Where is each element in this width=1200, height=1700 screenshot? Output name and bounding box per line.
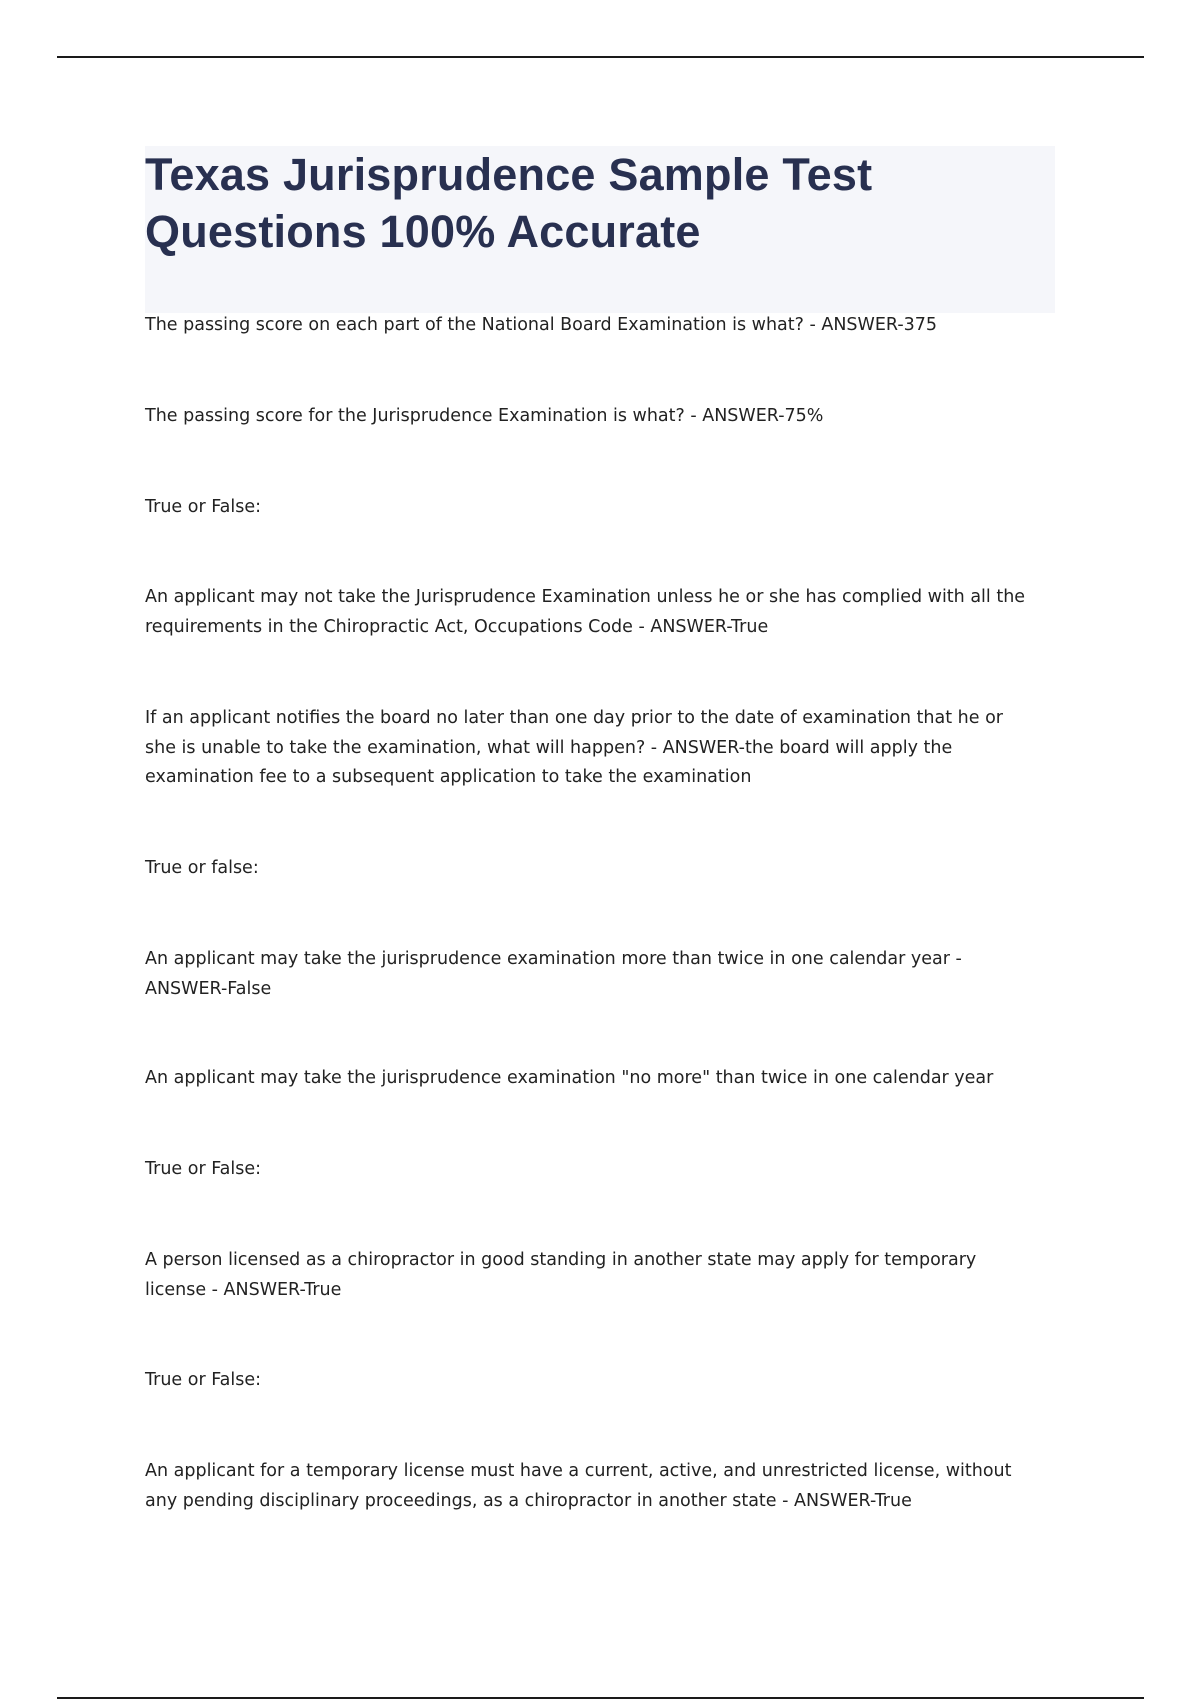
qa-paragraph <box>145 1457 1065 1516</box>
qa-paragraph <box>145 311 1065 341</box>
text-line: ANSWER-False <box>145 978 272 999</box>
footer-rule <box>57 1697 1144 1699</box>
text-line: license - ANSWER-True <box>145 1279 342 1300</box>
text-line: True or False: <box>145 1159 262 1179</box>
text-line: she is unable to take the examination, what will happen? - ANSWER-the board will apply the <box>145 737 953 758</box>
text-line: An applicant may not take the Jurisprudence Examination unless he or she has complied with all the <box>145 587 1026 607</box>
text-line: True or false: <box>145 858 259 878</box>
text-line: An applicant may take the jurisprudence examination "no more" than twice in one calendar year <box>145 1068 994 1088</box>
qa-paragraph <box>145 854 1065 884</box>
qa-paragraph <box>145 1246 1065 1305</box>
document-title <box>145 146 1055 260</box>
header-rule <box>57 56 1144 58</box>
text-line: True or False: <box>145 497 262 517</box>
text-line: A person licensed as a chiropractor in good standing in another state may apply for temporary <box>145 1250 977 1270</box>
text-line: examination fee to a subsequent application to take the examination <box>145 767 752 787</box>
text-line: requirements in the Chiropractic Act, Occupations Code - ANSWER-True <box>145 616 769 637</box>
title-line: Questions 100% Accurate <box>145 206 701 257</box>
qa-paragraph <box>145 945 1065 1004</box>
text-line: The passing score for the Jurisprudence Examination is what? - ANSWER-75% <box>145 406 824 426</box>
qa-paragraph <box>145 493 1065 523</box>
text-line: If an applicant notifies the board no later than one day prior to the date of examination that he or <box>145 708 1003 728</box>
qa-paragraph <box>145 583 1065 642</box>
qa-paragraph <box>145 1155 1065 1185</box>
text-line: An applicant may take the jurisprudence examination more than twice in one calendar year - <box>145 949 962 969</box>
text-line: An applicant for a temporary license must have a current, active, and unrestricted license, without <box>145 1461 1012 1481</box>
title-line: Texas Jurisprudence Sample Test <box>145 149 873 200</box>
text-line: any pending disciplinary proceedings, as a chiropractor in another state - ANSWER-True <box>145 1490 912 1511</box>
title-block <box>145 146 1055 313</box>
qa-paragraph <box>145 1064 1065 1094</box>
text-line: The passing score on each part of the National Board Examination is what? - ANSWER-375 <box>145 315 938 335</box>
qa-paragraph <box>145 704 1065 793</box>
text-line: True or False: <box>145 1370 262 1390</box>
qa-paragraph <box>145 402 1065 432</box>
qa-paragraph <box>145 1366 1065 1396</box>
